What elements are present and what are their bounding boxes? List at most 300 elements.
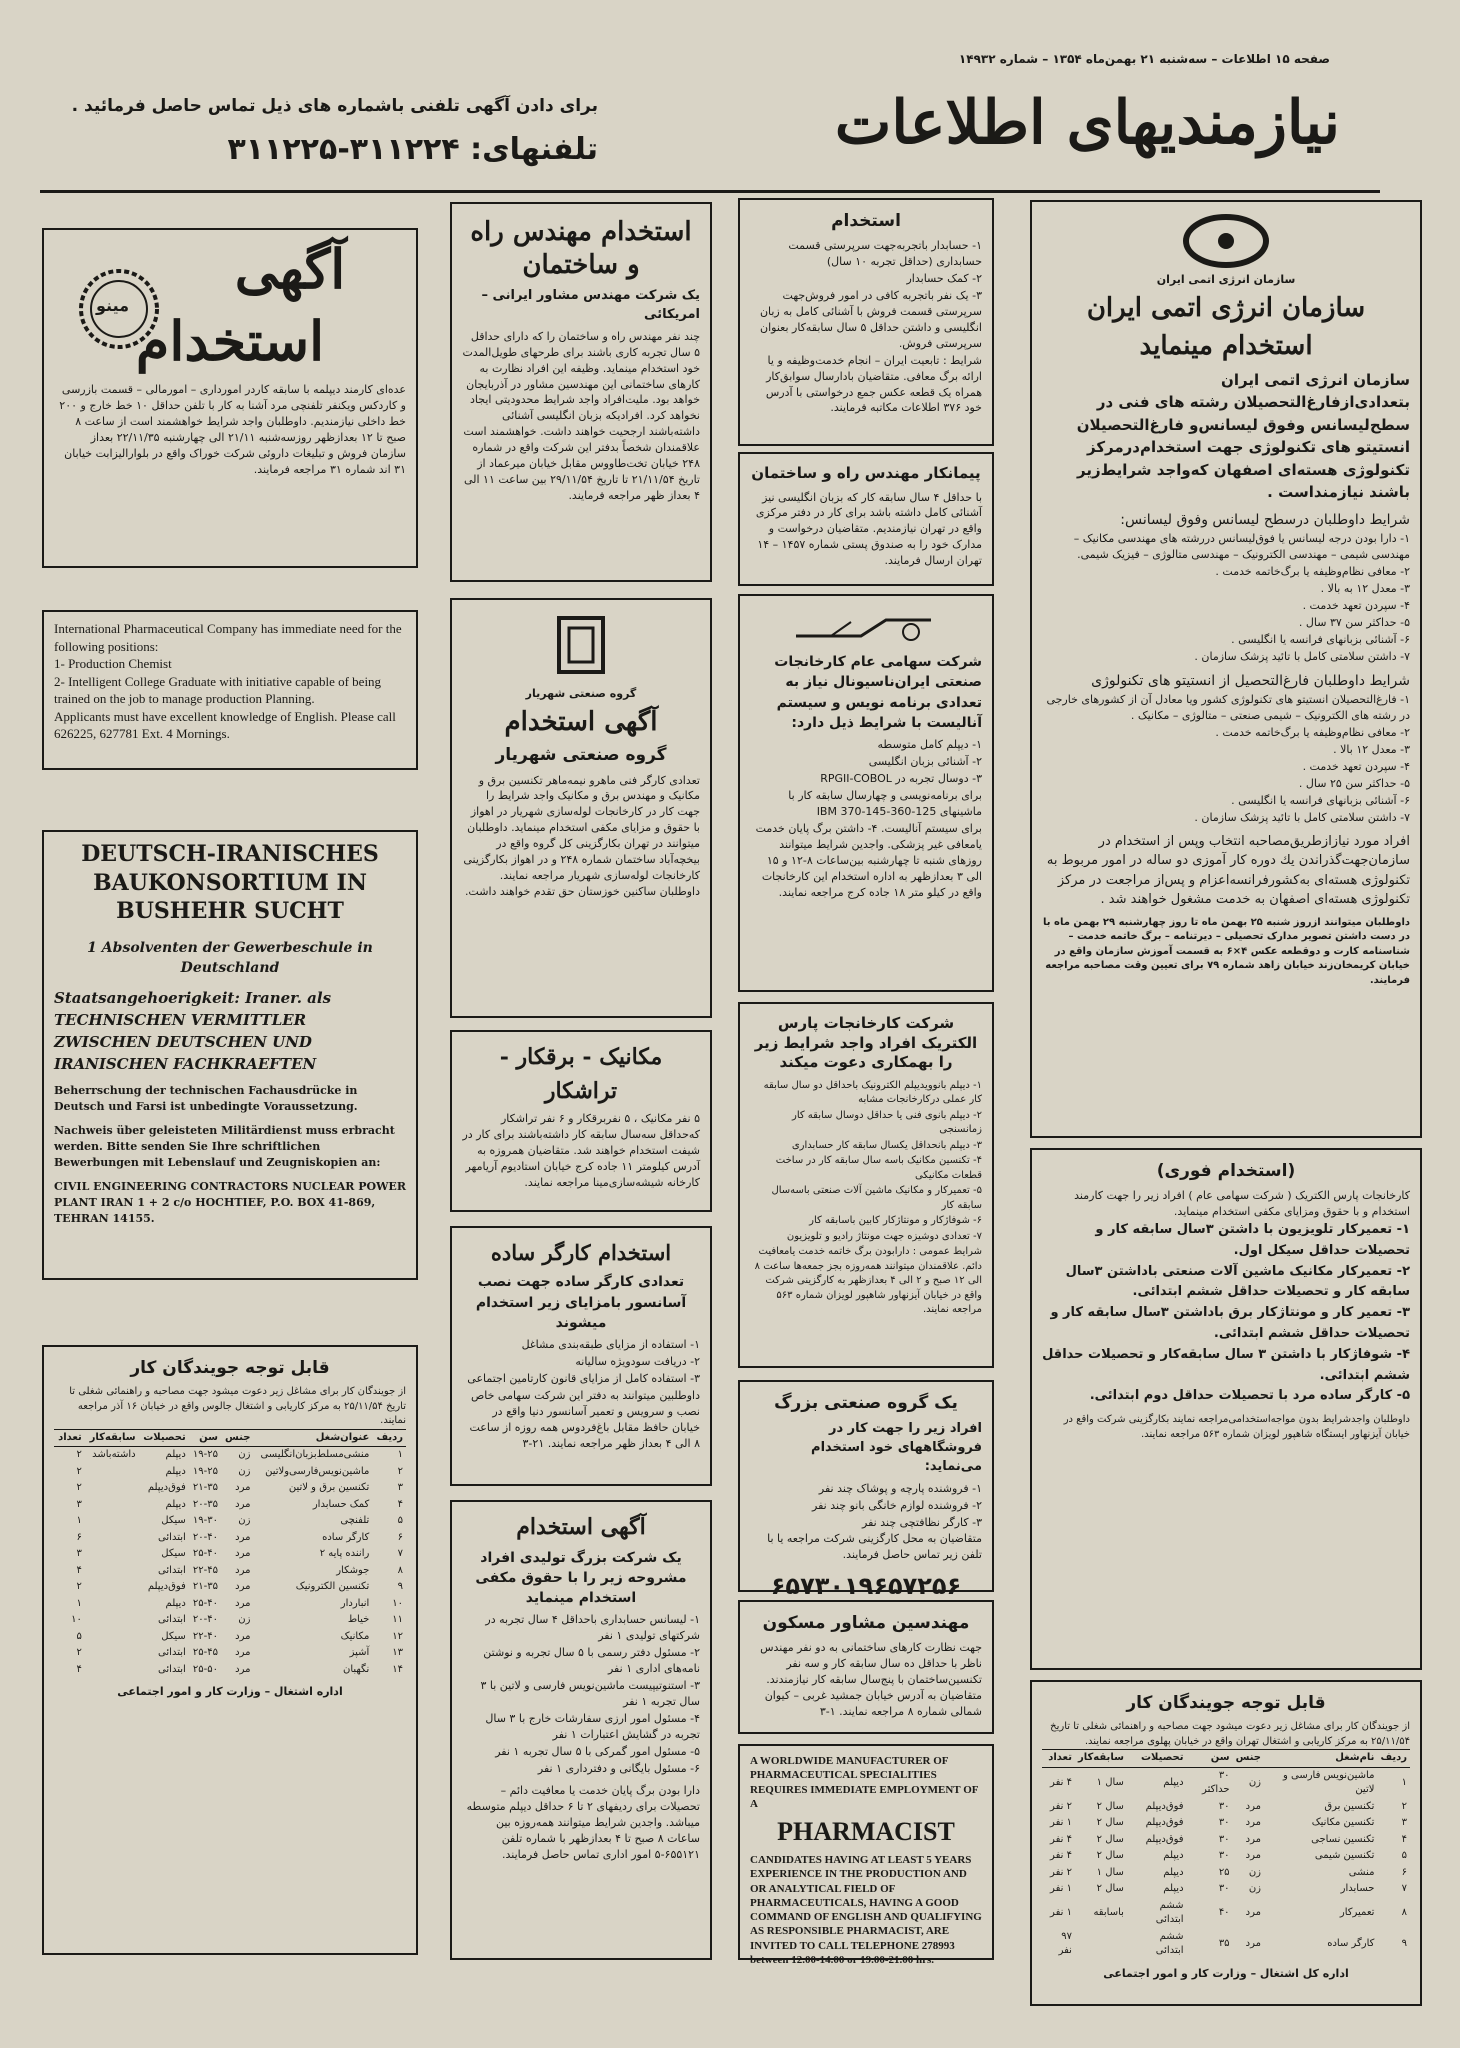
table-cell: ۲ (397, 1465, 403, 1477)
housing-title: مهندسین مشاور مسکون (762, 1613, 970, 1633)
jobseekers-right-intro: از جویندگان کار برای مشاغل زیر دعوت میشود جهت مصاحبه و راهنمائی شغلی تا تاریخ ۲۵/۱۱/۵۴ به مرکز کاریابی و اشتغال تهران واقع در خیابان پهلوی مراجعه نمایند. (1050, 1721, 1410, 1747)
table-header-cell: نام‌شغل (1264, 1750, 1377, 1768)
list-item: ۱- دیپلم بانوویدیپلم الکترونیک باحداقل دو سال سابقه کار عملی درکارخانجات مشابه (763, 1079, 982, 1105)
table-cell: ۳۰ (1218, 1883, 1230, 1895)
table-cell (85, 1629, 139, 1646)
pars-electric-body: شرایط عمومی : دارابودن برگ خاتمه خدمت یامعافیت دائم. علاقمندان میتوانند همه‌روزه بجز جمعه‌ها ساعت ۸ الی ۱۲ صبح و ۲ الی ۴ بعدازظهر به کارگزینی شرکت واقع در خیابان آیزنهاور شاهپور لویزان شماره ۵۶۳ مراجعه نمایند. (754, 1246, 982, 1315)
german-address: CIVIL ENGINEERING CONTRACTORS NUCLEAR POWER PLANT IRAN 1 + 2 c/o HOCHTIEF, P.O. BOX 41-869, TEHRAN 14155. (54, 1180, 406, 1225)
table-cell: ۲۰-۴۰ (192, 1531, 218, 1543)
accountant-items (750, 238, 982, 352)
table-cell: ۳۰ (1218, 1833, 1230, 1845)
table-row (54, 1480, 406, 1497)
pars-urgent-title: (استخدام فوری) (1156, 1161, 1296, 1181)
list-item: ۲- مسئول دفتر رسمی با ۵ سال تجربه و نوشتن نامه‌های اداری ۱ نفر (483, 1646, 700, 1676)
mino-logo-text: مینو (96, 296, 129, 315)
list-item: ۵- کارگر ساده مرد با تحصیلات حداقل دوم ابتدائی. (1089, 1388, 1410, 1404)
table-cell: مرد (235, 1597, 251, 1609)
atomic-energy-logo-icon (1181, 214, 1271, 268)
table-cell: ۶ (1401, 1866, 1407, 1878)
ad-housing (738, 1600, 994, 1734)
simple-worker-body: داوطلبین میتوانند به دفتر این شرکت سهامی خاص نصب و سرویس و تعمیر آسانسور دنیا واقع در خیابان حافظ مقابل باغ‌فردوس همه روزه از ساعت ۸ الی ۴ بعداز ظهر مراجعه نمایند. ۲۱-۳ (469, 1388, 700, 1450)
table-cell: ۸ (1401, 1906, 1407, 1918)
table-cell: مرد (1245, 1800, 1261, 1812)
ad-mino (42, 228, 418, 568)
contractor-body: با حداقل ۴ سال سابقه کار که بزبان انگلیسی نیز آشنائی کامل داشته باشد برای کار در دفتر مرکزی واقع در تهران نیازمندیم. متقاضیان درخواست و مدارک خود را به صندوق پستی شماره ۱۴۵۷ – ۱۴ تهران ارسال فرمایند. (755, 490, 982, 568)
table-cell: ۱۹-۲۵ (192, 1449, 218, 1461)
table-cell: ۳ (1401, 1817, 1407, 1829)
mechanic-title-2: تراشکار (544, 1077, 618, 1104)
table-cell: مرد (1245, 1817, 1261, 1829)
mechanic-body: ۵ نفر مکانیک ، ۵ نفربرقکار و ۶ نفر تراشکار که‌حداقل سه‌سال سابقه کار داشته‌باشند برای کار در شیفت استخدام خواهند شد. متقاضیان همروزه به آدرس کیلومتر ۱۱ جاده کرج خیابان استادیوم آریامهر کارخانه شیشه‌سازی‌مینا مراجعه نمایند. (462, 1112, 700, 1189)
table-header-cell: سن (1187, 1750, 1233, 1768)
pars-urgent-footer: داوطلبان واجدشرایط بدون مواجه‌استخدامی‌مراجعه‌ نمایند بکارگزینی شرکت واقع در خیابان آیزنهاور ایستگاه شاهپور لویزان شماره ۵۶۳ مراجعه نمایند. (1063, 1414, 1410, 1440)
table-cell: تلفنچی (340, 1515, 370, 1527)
table-row (54, 1662, 406, 1679)
jobseekers-right-footer: اداره کل اشتغال – وزارت کار و امور اجتماعی (1103, 1966, 1349, 1980)
table-cell: منشی (1348, 1866, 1375, 1878)
table-cell: سال ۲ (1096, 1833, 1124, 1845)
table-cell: تکنسین الکترونیک (295, 1581, 370, 1593)
atomic-logo-caption: سازمان انرژی اتمی ایران (1156, 273, 1296, 286)
table-cell: ۴ نفر (1050, 1833, 1072, 1845)
big-company-title: آگهی استخدام (516, 1514, 646, 1540)
list-item: ۵- حداکثر سن ۳۷ سال . (1298, 615, 1410, 629)
ad-german-consortium (42, 830, 418, 1280)
pharmacist-title: PHARMACIST (777, 1817, 955, 1847)
list-item: ۴- سپردن تعهد خدمت . (1302, 759, 1410, 773)
table-cell: ۳۵ (1218, 1937, 1230, 1949)
table-cell: ۱ نفر (1050, 1906, 1072, 1918)
table-cell: ۲ (76, 1581, 82, 1593)
table-header-cell: تحصیلات (1127, 1750, 1187, 1768)
table-cell: ۱ (397, 1449, 403, 1461)
table-cell: ۲۰-۴۰ (192, 1614, 218, 1626)
list-item: ۴- تکنسین مکانیک باسه سال سابقه کار در ساخت قطعات مکانیکی (775, 1155, 982, 1181)
atomic-body: افراد مورد نیازازطریق‌مصاحبه انتخاب وپس از استخدام در سازمان‌جهت‌گذراندن یك دوره كار آموزی دو ساله در امور مربوط به تكنولوژی هسته‌ای به‌کشورفرانسه‌اعزام و پس‌از مراجعت در مرکز تکنولوژی هسته‌ای اصفهان به خدمت مشغول خواهند شد . (1046, 833, 1410, 908)
table-cell: فوق‌دیپلم (147, 1581, 186, 1593)
table-cell: مرد (235, 1630, 251, 1642)
table-row (1042, 1848, 1410, 1865)
table-cell: ۳۰ حداکثر (1202, 1769, 1230, 1796)
table-row (54, 1464, 406, 1481)
table-cell: مرد (235, 1647, 251, 1659)
table-cell: ۹۷ نفر (1058, 1930, 1072, 1957)
table-cell: مرد (235, 1548, 251, 1560)
table-cell: ۲۱-۳۵ (192, 1581, 218, 1593)
industrial-group-title: یک گروه صنعتی بزرگ (774, 1393, 958, 1413)
road-engineer-sub: یک شرکت مهندس مشاور ایرانی – امریکائی (481, 288, 700, 322)
table-cell: سال ۱ (1096, 1776, 1124, 1788)
table-row (1042, 1815, 1410, 1832)
table-cell: خیاط (347, 1614, 370, 1626)
simple-worker-sub: تعدادی کارگر ساده جهت نصب آسانسور بامزایای زیر استخدام میشوند (475, 1274, 687, 1331)
atomic-section-2: شرایط داوطلبان فارغ‌التحصیل از انستیتو های تکنولوژی (1091, 672, 1410, 689)
atomic-items-2 (1042, 692, 1410, 826)
table-header-cell: جنس (1233, 1750, 1264, 1768)
pars-urgent-intro: کارخانجات پارس الکتریک ( شرکت سهامی عام ) افراد زیر را جهت کارمند استخدام و با حقوق ومزایای مکفی استخدام مینماید. (1074, 1189, 1410, 1219)
table-cell: ششم ابتدائی (1155, 1899, 1184, 1926)
table-cell (85, 1645, 139, 1662)
list-item: ۱- دارا بودن درجه لیسانس یا فوق‌لیسانس دررشته های مهندسی مکانیک – مهندسی شیمی – مهندسی الکترونیک – مهندسی متالوژی – فیزیک‌ شیمی. (1073, 532, 1410, 562)
table-cell: ۴ (76, 1663, 82, 1675)
table-cell: فوق‌دیپلم (147, 1482, 186, 1494)
table-row (1042, 1881, 1410, 1898)
jobseekers-left-table (54, 1429, 406, 1679)
iran-national-title: شرکت سهامی عام کارخانجات صنعتی ایران‌ناسیونال نیاز به تعدادی برنامه نویس و سیستم آنالیست با شرایط ذیل دارد: (774, 654, 982, 731)
table-cell: سیکل (161, 1515, 186, 1527)
table-cell: ماشین‌نویس‌فارسی‌ولاتین (265, 1465, 370, 1477)
table-cell: تعمیرکار (1339, 1906, 1375, 1918)
jobseekers-left-intro: از جویندگان کار برای مشاغل زیر دعوت میشود جهت مصاحبه و راهنمائی شغلی تا تاریخ ۲۵/۱۱/۵۴ به مرکز کاریابی و اشتغال جالوس واقع در خیابان ۱۶ آذر مراجعه نمایند. (69, 1386, 406, 1427)
table-row (54, 1579, 406, 1596)
big-company-sub: یک شرکت بزرگ تولیدی افراد مشروحه زیر را با حقوق مکفی استخدام مینماید (475, 1549, 687, 1607)
list-item: ۶- مسئول بایگانی و دفترداری ۱ نفر (537, 1761, 700, 1775)
table-cell: ۳ (397, 1482, 403, 1494)
ad-pharmacist (738, 1744, 994, 1967)
table-header-cell: سن (189, 1429, 221, 1447)
mechanic-title-1: مکانیک - برقکار - (499, 1044, 663, 1070)
list-item: ۲- آشنائی بزبان انگلیسی (868, 755, 982, 769)
table-cell: ۱ (76, 1597, 82, 1609)
list-item: ۶- آشنائی بزبانهای فرانسه یا انگلیسی . (1231, 793, 1410, 807)
table-cell: مرد (1245, 1850, 1261, 1862)
german-heading: DEUTSCH-IRANISCHES BAUKONSORTIUM IN BUSHEHR SUCHT (81, 841, 379, 925)
table-cell: تکنسین برق (1324, 1800, 1375, 1812)
table-row (1042, 1898, 1410, 1929)
table-cell: سیکل (161, 1548, 186, 1560)
table-cell: ابتدائی (158, 1564, 186, 1576)
atomic-section-1: شرایط داوطلبان درسطح لیسانس وفوق لیسانس: (1120, 511, 1410, 528)
table-cell: ۴ نفر (1050, 1850, 1072, 1862)
table-cell: ۷ (1401, 1883, 1407, 1895)
table-cell: ۲ نفر (1050, 1800, 1072, 1812)
table-cell: باسابقه (1093, 1906, 1124, 1918)
list-item: ۲- تعمیرکار مکانیک ماشین آلات صنعتی باداشتن ۳سال سابقه کار و تحصیلات حداقل ششم ابتدائی. (1065, 1263, 1410, 1300)
table-cell: مرد (1245, 1833, 1261, 1845)
big-company-body: دارا بودن برگ پایان خدمت یا معافیت دائم – تحصیلات برای ردیفهای ۲ تا ۶ حداقل دیپلم متوسطه میباشد. واجدین شرایط میتوانند همه‌روزه بین ساعات ۸ صبح تا ۴ بعدازظهر با شماره تلفن ۶۵۵۱۲۱-۵ امور اداری تماس حاصل فرمایند. (466, 1783, 700, 1861)
table-cell: مرد (1245, 1906, 1261, 1918)
table-cell: فوق‌دیپلم (1145, 1817, 1184, 1829)
table-cell: مرد (235, 1498, 251, 1510)
contractor-title: پیمانکار مهندس راه و ساختمان (751, 464, 981, 482)
list-item: ۵- مسئول امور گمرکی با ۵ سال تجربه ۱ نفر (495, 1744, 700, 1758)
table-row (54, 1645, 406, 1662)
table-cell: ۱ (1401, 1776, 1407, 1788)
table-cell: مرد (235, 1531, 251, 1543)
german-role: Staatsangehoerigkeit: Iraner. als TECHNISCHEN VERMITTLER ZWISCHEN DEUTSCHEN UND IRANISCHEN FACHKRAEFTEN (54, 989, 332, 1073)
list-item: ۶- شوفاژکار و مونتاژکار کابین باسابقه کار (809, 1215, 982, 1226)
table-cell: ۳ (76, 1498, 82, 1510)
list-item: ۲- معافی نظام‌وظیفه یا برگ‌خاتمه خدمت . (1215, 565, 1410, 579)
table-cell: ۷ (397, 1548, 403, 1560)
table-cell: دیپلم (1163, 1776, 1184, 1788)
ad-jobseekers-left (42, 1345, 418, 1955)
jobseekers-right-table (1042, 1749, 1410, 1960)
table-cell: ۵ (1401, 1850, 1407, 1862)
table-cell: راننده پایه ۲ (319, 1548, 370, 1560)
table-row (54, 1497, 406, 1514)
table-cell: آشپز (349, 1647, 370, 1659)
table-cell: ۳۰ (1218, 1800, 1230, 1812)
atomic-footer: داوطلبان میتوانند ازروز شنبه ۲۵ بهمن ماه تا روز چهارشنبه ۲۹ بهمن ماه با در دست داشتن تصویر مدارک تحصیلی – دیرتنامه – برگ خاتمه خدمت – شناسنامه کارت و دوقطعه عکس ۴×۶ به قسمت آموزش سازمان واقع در خیابان کریمخان‌زند خیابان زاهد شماره ۷۹ برای تعیین وقت مصاحبه مراجعه فرمایند. (1043, 916, 1410, 986)
table-header-cell: تحصیلات (139, 1429, 189, 1447)
list-item: ۷- داشتن سلامتی کامل با تائید پزشک سازمان . (1194, 649, 1410, 663)
list-item: ۳- دیپلم بانحداقل یکسال سابقه کار حسابداری (791, 1139, 982, 1151)
table-cell: زن (238, 1515, 251, 1527)
list-item: ۲- معافی نظام‌وظیفه یا برگ‌خاتمه خدمت . (1215, 725, 1410, 739)
table-cell: ۳۰ (1218, 1817, 1230, 1829)
list-item: ۴- شوفاژکار با داشتن ۳ سال سابقه‌کار و تحصیلات حداقل ششم ابتدائی. (1042, 1346, 1410, 1383)
table-cell: زن (1248, 1883, 1261, 1895)
list-item: ۴- مسئول امور ارزی سفارشات خارج با ۳ سال تجربه در گشایش اعتبارات ۱ نفر (485, 1712, 700, 1741)
pharma-company-text-1: International Pharmaceutical Company has immediate need for the following positions: (54, 621, 402, 654)
table-cell: نگهبان (342, 1663, 370, 1675)
table-cell: ۱۴ (392, 1663, 403, 1675)
atomic-title-2: استخدام مینماید (1139, 331, 1313, 362)
table-cell: ۴۰ (1218, 1906, 1230, 1918)
list-item: ۳- یک نفر باتجربه کافی در امور فروش‌جهت سرپرستی قسمت فروش با آشنائی کامل به زبان انگلیسی و داشتن حداقل ۵ سال سابقه‌کار بعنوان سرپرستی فروش. (759, 288, 982, 350)
table-cell: تکنسین برق و لاتین (288, 1482, 370, 1494)
table-cell (85, 1596, 139, 1613)
table-cell: زن (238, 1465, 251, 1477)
table-cell: ۱۱ (392, 1614, 403, 1626)
list-item: ۳- دوسال تجربه در RPGII-COBOL (820, 772, 982, 786)
table-cell: فوق‌دیپلم (1145, 1800, 1184, 1812)
table-cell: مرد (1245, 1937, 1261, 1949)
list-item: ۱- حسابدار باتجربه‌جهت سرپرستی قسمت حسابداری (حداقل تجربه ۱۰ سال) (788, 239, 982, 269)
table-cell: مرد (235, 1482, 251, 1494)
table-row (1042, 1929, 1410, 1960)
table-cell (85, 1464, 139, 1481)
table-cell: ۱۹-۲۵ (192, 1465, 218, 1477)
table-cell: ۵ (76, 1630, 82, 1642)
table-row (54, 1447, 406, 1464)
table-cell: کارگر ساده (1327, 1937, 1375, 1949)
table-cell (85, 1579, 139, 1596)
jobseekers-left-title: قابل توجه جویندگان کار (130, 1358, 330, 1378)
pharma-company-item-1: 1- Production Chemist (54, 656, 172, 672)
list-item: ۶- آشنائی بزبانهای فرانسه یا انگلیسی . (1231, 632, 1410, 646)
list-item: ۱- لیسانس حسابداری باحداقل ۴ سال تجربه در شرکتهای تولیدی ۱ نفر (485, 1613, 700, 1643)
table-cell (85, 1513, 139, 1530)
table-cell: سال ۲ (1096, 1817, 1124, 1829)
table-cell (85, 1563, 139, 1580)
table-row (1042, 1767, 1410, 1799)
table-cell: مرد (235, 1564, 251, 1576)
table-cell: زن (1248, 1776, 1261, 1788)
table-cell: حسابدار (1340, 1883, 1375, 1895)
accountant-body: شرایط : تابعیت ایران – انجام خدمت‌وظیفه و یا ارائه برگ معافی. متقاضیان بادارسال سوابق‌کار همراه یک قطعه عکس جمع درخواستی با آدرس خود ۳۷۶ اطلاعات مکاتبه فرمایند. (765, 353, 982, 415)
table-cell: ۲۵ (1218, 1866, 1230, 1878)
table-row (54, 1513, 406, 1530)
list-item: ۲- فروشنده لوازم خانگی بانو چند نفر (812, 1498, 982, 1512)
table-cell: تکنسین شیمی (1314, 1850, 1375, 1862)
table-header-cell: تعداد (54, 1429, 85, 1447)
table-cell: ۱۰ (392, 1597, 403, 1609)
table-cell: ۳۰ (1218, 1850, 1230, 1862)
industrial-group-phone: ۶۵۷۳۰۱۹۶۵۷۲۵۶ (770, 1572, 962, 1601)
industrial-group-items (750, 1481, 982, 1531)
table-cell: ۱ نفر (1050, 1883, 1072, 1895)
phones-numbers: تلفنهای: ۳۱۱۲۲۴-۳۱۱۲۲۵ (227, 132, 598, 167)
table-header-cell: جنس (221, 1429, 254, 1447)
list-item: ۳- معدل ۱۲ به بالا . (1320, 582, 1410, 596)
table-cell: دیپلم (1163, 1883, 1184, 1895)
table-cell: ابتدائی (158, 1531, 186, 1543)
table-cell: ۲ (76, 1647, 82, 1659)
iran-national-items (750, 737, 982, 820)
road-engineer-body: چند نفر مهندس راه و ساختمان را که دارای حداقل ۵ سال تجربه کاری باشند برای طرحهای طویل‌المدت خود استخدام مینماید. وظیفه این افراد نظارت به کارهای ساختمانی این مهندسین مشاور در آذربایجان خواهد بود. ملیت‌افراد واجد شرایط محدودیتی ایجاد نخواهد کرد. افرادیکه بزبان انگلیسی آشنائی داشته‌باشند ارجحیت خواهند داشت. خواهشمند است علاقمندان شخصاً بدفتر این شرکت واقع در شماره ۲۴۸ خیابان تخت‌طاووس مقابل خیابان میرعماد از تاریخ ۲۱/۱۱/۵۴ تا تاریخ ۲۹/۱۱/۵۴ بین ساعت ۱۱ الی ۴ بعداز ظهر مراجعه فرمایند. (462, 329, 700, 503)
ad-pars-electric (738, 1002, 994, 1368)
ad-atomic-energy (1030, 200, 1422, 1138)
iran-national-logo-icon (791, 608, 941, 648)
table-cell: انباردار (340, 1597, 370, 1609)
pharmacist-text-2: CANDIDATES HAVING AT LEAST 5 YEARS EXPERIENCE IN THE PRODUCTION AND OR ANALYTICAL FIELD OF PHARMACEUTICALS, HAVING A GOOD COMMAND OF ENGLISH AND QUALIFYING AS RESPONSIBLE PHARMACIST, ARE INVITED TO CALL TELEPHONE 278993 between 12.00-14.00 or 19.00-21.00 hrs. (750, 1853, 982, 1967)
list-item: ۱- استفاده از مزایای طبقه‌بندی مشاغل (521, 1338, 700, 1352)
list-item: ۳- استفاده کامل از مزایای قانون کارتامین اجتماعی (467, 1372, 700, 1386)
table-cell: ۹ (397, 1581, 403, 1593)
table-cell: ششم ابتدائی (1155, 1930, 1184, 1957)
table-cell: ۲ (76, 1449, 82, 1461)
ad-simple-worker (450, 1226, 712, 1486)
table-cell (1075, 1929, 1127, 1960)
table-cell: ۲۵-۴۰ (192, 1548, 218, 1560)
list-item: ۵- حداکثر سن ۲۵ سال . (1298, 776, 1410, 790)
table-cell: سال ۱ (1096, 1866, 1124, 1878)
shahriar-logo-icon (551, 612, 611, 682)
road-engineer-title: استخدام مهندس راه و ساختمان (470, 217, 692, 280)
table-row (54, 1530, 406, 1547)
table-cell: ابتدائی (158, 1614, 186, 1626)
table-cell: ۱ نفر (1050, 1817, 1072, 1829)
pars-electric-title: شرکت کارخانجات پارس الکتریک افراد واجد شرایط زیر را بهمکاری دعوت میکند (754, 1014, 978, 1071)
table-cell: زن (1248, 1866, 1261, 1878)
german-sub: 1 Absolventen der Gewerbeschule in Deutschland (87, 939, 373, 977)
german-note: Nachweis über geleisteten Militärdienst muss erbracht werden. Bitte senden Sie Ihre schriftlichen Bewerbungen mit Lebenslauf und Zeugniskopien an: (54, 1124, 395, 1170)
table-header-cell: ردیف (1377, 1750, 1410, 1768)
industrial-group-sub: افراد زیر را جهت کار در فروشگاههای خود استخدام می‌نماید: (811, 1421, 982, 1474)
table-cell: ماشین‌نویس فارسی و لاتین (1282, 1769, 1375, 1796)
header-rule (40, 190, 1380, 193)
ad-contractor (738, 452, 994, 586)
ad-accountant (738, 198, 994, 446)
jobseekers-right-title: قابل توجه جویندگان کار (1126, 1693, 1326, 1713)
table-cell: دیپلم (1163, 1866, 1184, 1878)
table-cell (85, 1530, 139, 1547)
table-cell: ۲۵-۵۰ (192, 1663, 218, 1675)
list-item: ۳- استنوتیپیست ماشین‌نویس فارسی و لاتین با ۳ سال تجربه ۱ نفر (480, 1679, 700, 1709)
iran-national-body: برای سیستم آنالیست. ۴- داشتن برگ پایان خدمت یامعافی غیر پزشکی. واجدین شرایط میتوانند روزهای شنبه تا چهارشنبه بین‌ساعات ۸-۱۲ و ۱۵ الی ۳ بعدازظهر به اداره استخدام این کارخانجات واقع در کیلو متر ۱۸ جاده کرج مراجعه نمایند. (755, 821, 982, 899)
ad-industrial-group (738, 1380, 994, 1601)
table-cell: ۲۵-۴۵ (192, 1647, 218, 1659)
table-cell: ۲۱-۳۵ (192, 1482, 218, 1494)
table-row (54, 1546, 406, 1563)
table-header-cell: سابقه‌کار (85, 1429, 139, 1447)
shahriar-title-2: گروه صنعتی شهریار (495, 745, 667, 766)
table-cell: ۲ (76, 1465, 82, 1477)
table-cell: ۲۲-۴۵ (192, 1564, 218, 1576)
table-cell: فوق‌دیپلم (1145, 1833, 1184, 1845)
table-cell: ۱۳ (392, 1647, 403, 1659)
list-item: ۵- تعمیرکار و مکانیک ماشین آلات صنعتی باسه‌سال سابقه کار (771, 1185, 982, 1211)
ad-jobseekers-right (1030, 1680, 1422, 2006)
table-cell: زن (238, 1449, 251, 1461)
table-cell: دیپلم (165, 1498, 186, 1510)
table-cell: ۲۲-۴۰ (192, 1630, 218, 1642)
shahriar-body: تعدادی کارگر فنی ماهرو نیمه‌ماهر تکنسین برق و مکانیک و مهندس برق و مکانیک واجد شرایط را جهت کار در کارخانجات لوله‌سازی شهریار در اهواز با حقوق و مزایای مکفی استخدام مینماید. داوطلبان میتوانند در تهران بکارگزینی کل گروه واقع در بیخچه‌آباد ساختمان شماره ۲۴۸ و در اهواز بکارگزینی کارخانجات لوله‌سازی شهریار مراجعه نمایند. داوطلبان ساکنین خوزستان حق تقدم خواهند داشت. (463, 773, 700, 899)
table-cell: ۹ (1401, 1937, 1407, 1949)
ad-big-company (450, 1500, 712, 1960)
list-item: ۲- دریافت سودویژه سالیانه (575, 1355, 700, 1369)
simple-worker-title: استخدام کارگر ساده (490, 1240, 672, 1265)
table-cell: ابتدائی (158, 1647, 186, 1659)
table-header-cell: ردیف (372, 1429, 406, 1447)
table-cell: مرد (235, 1581, 251, 1593)
table-cell: ۴ (1401, 1833, 1407, 1845)
list-item: ۷- تعدادی دوشیزه جهت مونتاژ رادیو و تلویزیون (786, 1230, 982, 1242)
list-item: ۴- سپردن تعهد خدمت . (1302, 598, 1410, 612)
table-cell: کارگر ساده (322, 1531, 370, 1543)
table-header-cell: سابقه‌کار (1075, 1750, 1127, 1768)
table-cell (85, 1497, 139, 1514)
ad-mechanic (450, 1030, 712, 1212)
table-row (54, 1563, 406, 1580)
table-cell: ۶ (397, 1531, 403, 1543)
table-cell: تکنسین مکانیک (1311, 1817, 1375, 1829)
german-requirement: Beherrschung der technischen Fachausdrücke in Deutsch und Farsi ist unbedingte Voraussetzung. (54, 1084, 358, 1114)
pharmacist-text-1: A WORLDWIDE MANUFACTURER OF PHARMACEUTICAL SPECIALITIES REQUIRES IMMEDIATE EMPLOYMENT OF A (750, 1755, 979, 1810)
table-cell: سال ۲ (1096, 1883, 1124, 1895)
atomic-lead: سازمان انرژی اتمی ایران بتعدادی‌ازفارغ‌التحصیلان رشته های فنی در سطح‌لیسانس وفوق لیسانس‌و فارغ‌التحصیلان انستیتو های تکنولوژی جهت استخدام‌درمرکز تکنولوژی هسته‌ای اصفهان که‌واجد شرایط‌زیر باشند نیازمنداست . (1076, 370, 1410, 502)
table-cell: ۴ (76, 1564, 82, 1576)
table-cell: دیپلم (165, 1449, 186, 1461)
big-company-items (462, 1612, 700, 1776)
table-row (1042, 1832, 1410, 1849)
list-item: ۳- تعمیر کار و مونتاژکار برق باداشتن ۳سال سابقه کار و تحصیلات حداقل ششم ابتدائی. (1050, 1305, 1410, 1341)
table-cell (85, 1480, 139, 1497)
list-item: ۳- معدل ۱۲ بالا . (1333, 742, 1410, 756)
list-item: برای برنامه‌نویسی و چهارسال سابقه کار با ماشینهای IBM 370-145-360-125 (788, 789, 982, 818)
table-row (54, 1596, 406, 1613)
list-item: ۷- داشتن سلامتی کامل با تائید پزشک سازمان . (1194, 810, 1410, 824)
table-cell: سال ۲ (1096, 1850, 1124, 1862)
shahriar-logo-caption: گروه صنعتی شهریار (525, 687, 637, 700)
masthead-title: نیازمندیهای اطلاعات (834, 88, 1340, 158)
table-cell: دیپلم (1163, 1850, 1184, 1862)
list-item: ۱- دیپلم کامل متوسطه (877, 738, 982, 752)
table-cell: دیپلم (165, 1597, 186, 1609)
pharma-company-item-2: 2- Intelligent College Graduate with initiative capable of being trained on the job to manage production Planning. (54, 673, 382, 707)
table-cell: ابتدائی (158, 1663, 186, 1675)
table-cell: ۱۹-۳۰ (192, 1515, 218, 1527)
page-header-line: صفحه ۱۵ اطلاعات – سه‌شنبه ۲۱ بهمن‌ماه ۱۳۵۴ – شماره ۱۴۹۳۲ (958, 52, 1330, 66)
table-cell: ۱۲ (392, 1630, 403, 1642)
table-cell: تکنسین نساجی (1311, 1833, 1375, 1845)
table-cell: ۳ (76, 1548, 82, 1560)
pharma-company-text-2: Applicants must have excellent knowledge of English. Please call 626225, 627781 Ext. 4 Mornings. (54, 708, 396, 742)
table-cell: ۵ (397, 1515, 403, 1527)
pars-urgent-items (1042, 1220, 1410, 1407)
ad-road-engineer (450, 202, 712, 582)
table-row (54, 1629, 406, 1646)
table-cell (85, 1546, 139, 1563)
ad-pharma-company (42, 610, 418, 770)
table-cell: مکانیک (340, 1630, 370, 1642)
table-header-cell: عنوان‌شغل (253, 1429, 372, 1447)
list-item: ۱- فروشنده پارچه و پوشاک چند نفر (818, 1481, 982, 1495)
table-header-cell: تعداد (1042, 1750, 1075, 1768)
jobseekers-left-footer: اداره اشتغال – وزارت کار و امور اجتماعی (117, 1685, 343, 1699)
